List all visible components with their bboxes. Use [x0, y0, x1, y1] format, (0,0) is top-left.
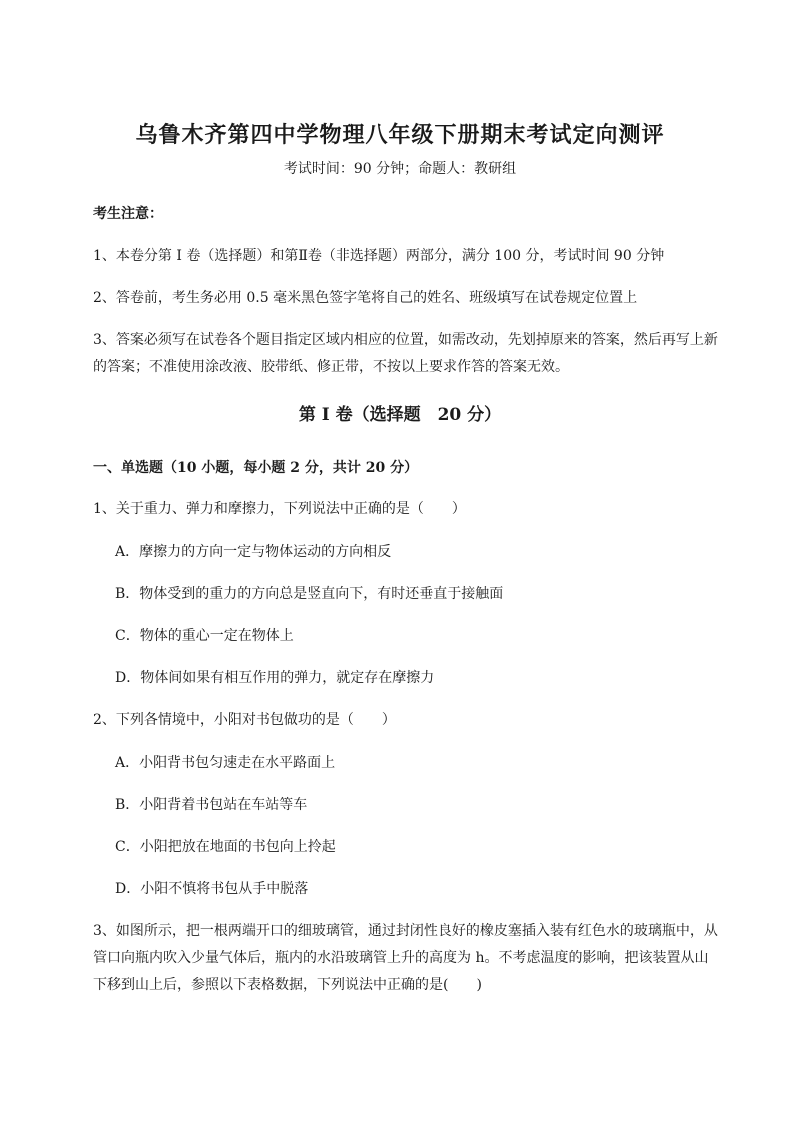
- question-2-option-c: C．小阳把放在地面的书包向上拎起: [115, 839, 336, 855]
- notice-item-2: 2、答卷前，考生务必用 0.5 毫米黑色签字笔将自己的姓名、班级填写在试卷规定位置上: [93, 290, 638, 306]
- question-1-option-b: B．物体受到的重力的方向总是竖直向下，有时还垂直于接触面: [115, 586, 504, 602]
- exam-info: 考试时间：90 分钟；命题人：教研组: [283, 161, 517, 177]
- question-1-option-a: A．摩擦力的方向一定与物体运动的方向相反: [115, 544, 392, 560]
- question-2-option-d: D．小阳不慎将书包从手中脱落: [115, 881, 309, 897]
- page-title: 乌鲁木齐第四中学物理八年级下册期末考试定向测评: [135, 122, 665, 148]
- question-3-stem-line-1: 3、如图所示，把一根两端开口的细玻璃管，通过封闭性良好的橡皮塞插入装有红色水的玻璃瓶中，从: [93, 923, 718, 939]
- notice-item-3: 3、答案必须写在试卷各个题目指定区域内相应的位置，如需改动，先划掉原来的答案，然后再写上新: [93, 332, 718, 348]
- notice-item-3-cont: 的答案；不准使用涂改液、胶带纸、修正带，不按以上要求作答的答案无效。: [93, 359, 569, 375]
- section-title: 第 I 卷（选择题 20 分）: [298, 405, 502, 425]
- question-3-stem-line-3: 下移到山上后，参照以下表格数据，下列说法中正确的是( ): [93, 977, 482, 993]
- question-2-option-a: A．小阳背书包匀速走在水平路面上: [115, 755, 336, 771]
- question-3-stem-line-2: 管口向瓶内吹入少量气体后，瓶内的水沿玻璃管上升的高度为 h。不考虑温度的影响，把该装置从山: [93, 950, 709, 966]
- question-1-stem: 1、关于重力、弹力和摩擦力，下列说法中正确的是（ ）: [93, 501, 466, 517]
- part-heading: 一、单选题（10 小题，每小题 2 分，共计 20 分）: [93, 460, 419, 476]
- notice-item-1: 1、本卷分第 I 卷（选择题）和第Ⅱ卷（非选择题）两部分，满分 100 分，考试时间 90 分钟: [93, 248, 665, 264]
- notice-heading: 考生注意：: [93, 206, 163, 222]
- question-2-option-b: B．小阳背着书包站在车站等车: [115, 797, 308, 813]
- question-1-option-d: D．物体间如果有相互作用的弹力，就定存在摩擦力: [115, 670, 435, 686]
- question-1-option-c: C．物体的重心一定在物体上: [115, 628, 294, 644]
- question-2-stem: 2、下列各情境中，小阳对书包做功的是（ ）: [93, 712, 396, 728]
